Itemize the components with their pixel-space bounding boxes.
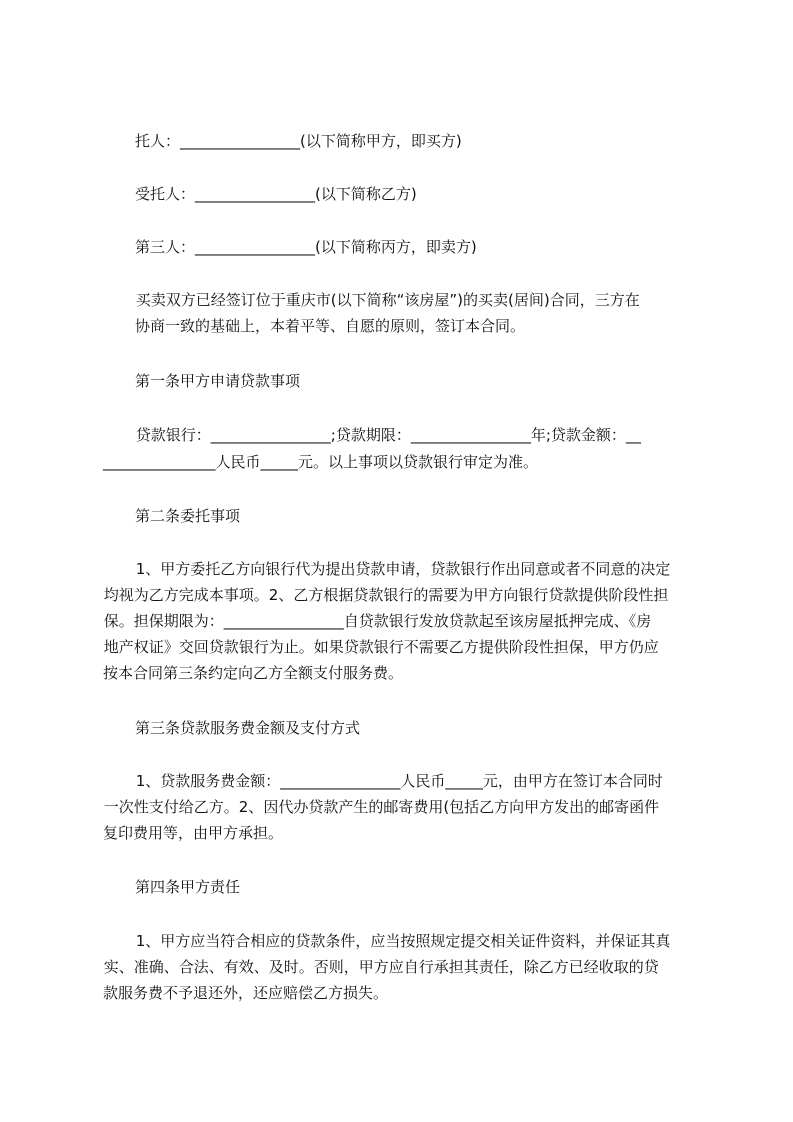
article-2-line: 均视为乙方完成本事项。2、乙方根据贷款银行的需要为甲方向银行贷款提供阶段性担 [99, 586, 669, 604]
article-3-line: 复印费用等，由甲方承担。 [103, 824, 284, 842]
article-1-heading: 第一条甲方申请贷款事项 [135, 372, 301, 390]
article-2-line: 保。担保期限为：________________自贷款银行发放贷款起至该房屋抵押完成、《房 [99, 612, 652, 630]
article-3-line: 一次性支付给乙方。2、因代办贷款产生的邮寄费用(包括乙方向甲方发出的邮寄函件 [99, 798, 660, 816]
party-agent-line: 受托人：________________(以下简称乙方) [135, 185, 417, 203]
preamble-line: 协商一致的基础上，本着平等、自愿的原则，签订本合同。 [135, 317, 526, 335]
party-principal-line: 托人：________________(以下简称甲方，即买方) [135, 132, 462, 150]
party-third-line: 第三人：________________(以下简称丙方，即卖方) [135, 238, 477, 256]
article-4-heading: 第四条甲方责任 [135, 878, 241, 896]
preamble-line: 买卖双方已经签订位于重庆市(以下简称“该房屋”)的买卖(居间)合同，三方在 [131, 291, 640, 309]
article-4-line: 1、甲方应当符合相应的贷款条件，应当按照规定提交相关证件资料，并保证其真 [131, 932, 671, 950]
article-3-line: 1、贷款服务费金额：________________人民币_____元，由甲方在签订本合同时 [131, 772, 663, 790]
article-4-line: 实、准确、合法、有效、及时。否则，甲方应自行承担其责任，除乙方已经收取的贷 [99, 958, 659, 976]
article-2-line: 1、甲方委托乙方向银行代为提出贷款申请，贷款银行作出同意或者不同意的决定 [131, 560, 671, 578]
article-2-heading: 第二条委托事项 [135, 507, 241, 525]
article-2-line: 地产权证》交回贷款银行为止。如果贷款银行不需要乙方提供阶段性担保，甲方仍应 [99, 638, 659, 656]
article-2-line: 按本合同第三条约定向乙方全额支付服务费。 [103, 664, 404, 682]
article-3-heading: 第三条贷款服务费金额及支付方式 [135, 719, 361, 737]
article-1-line: 贷款银行：________________;贷款期限：________________年;贷款金额：__ [131, 426, 641, 444]
article-1-line: _______________人民币_____元。以上事项以贷款银行审定为准。 [103, 453, 539, 471]
article-4-line: 款服务费不予退还外，还应赔偿乙方损失。 [103, 984, 389, 1002]
